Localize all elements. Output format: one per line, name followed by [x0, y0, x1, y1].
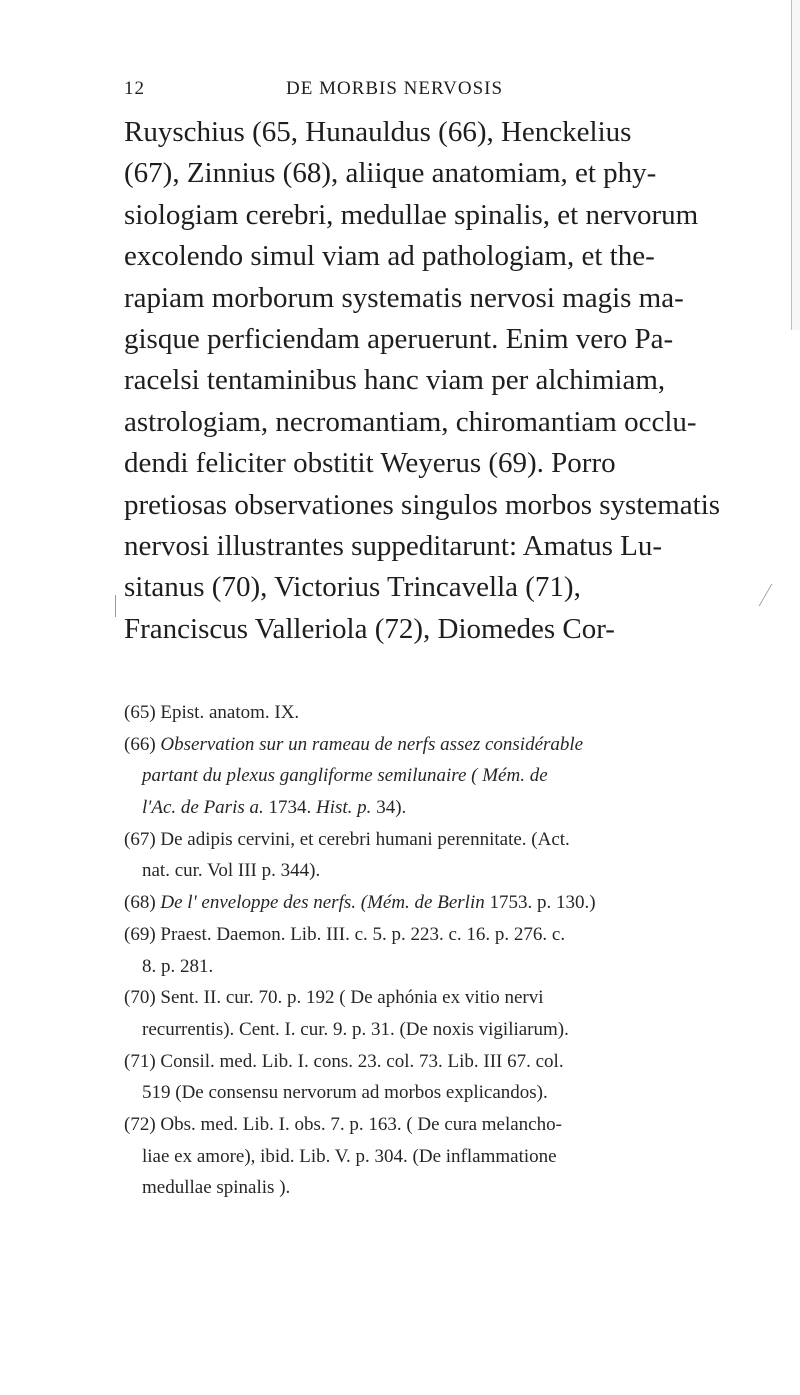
footnote-continuation: partant du plexus gangliforme semilunaire ( Mém. de: [142, 765, 548, 787]
footnote-continuation: 8. p. 281.: [142, 955, 214, 977]
page-edge-mark: [791, 0, 800, 330]
margin-tick-mark: [115, 595, 116, 617]
footnote-continuation: liae ex amore), ibid. Lib. V. p. 304. (De inflammatione: [142, 1145, 557, 1167]
text-line: excolendo simul viam ad pathologiam, et the-: [124, 240, 655, 273]
footnote-continuation: medullae spinalis ).: [142, 1177, 291, 1199]
footnote-65: (65) Epist. anatom. IX.: [124, 702, 300, 723]
text-line: racelsi tentaminibus hanc viam per alchimiam,: [124, 364, 666, 397]
text-line: siologiam cerebri, medullae spinalis, et nervorum: [124, 198, 699, 231]
text-line: (67), Zinnius (68), aliique anatomiam, et phy-: [124, 157, 657, 190]
text-line: dendi feliciter obstitit Weyerus (69). Porro: [124, 447, 616, 480]
text-line: nervosi illustrantes suppeditarunt: Amatus Lu-: [124, 529, 663, 562]
text-line: gisque perficiendam aperuerunt. Enim vero Pa-: [124, 322, 674, 355]
footnote-68: [124, 887, 764, 919]
footnote-72: (72) Obs. med. Lib. I. obs. 7. p. 163. ( De cura melancho-: [124, 1113, 562, 1135]
footnote-number: (68): [124, 892, 156, 914]
footnote-title: De l' enveloppe des nerfs. (Mém. de Berlin: [160, 892, 485, 914]
text-line: sitanus (70), Victorius Trincavella (71),: [124, 571, 581, 604]
text-line: Ruyschius (65, Hunauldus (66), Henckelius: [124, 116, 632, 148]
footnote-71: (71) Consil. med. Lib. I. cons. 23. col. 73. Lib. III 67. col.: [124, 1050, 564, 1072]
footnote-text: 1753. p. 130.): [489, 892, 596, 914]
footnote-text: l'Ac. de Paris a.: [142, 797, 264, 819]
footnote-text: 34).: [376, 797, 407, 819]
footnote-continuation: 519 (De consensu nervorum ad morbos explicandos).: [142, 1082, 548, 1104]
text-line: pretiosas observationes singulos morbos systematis: [124, 488, 721, 521]
footnote-title: Observation sur un rameau de nerfs assez considérable: [160, 733, 584, 755]
footnote-number: (66): [124, 733, 156, 755]
page-number: 12: [124, 78, 145, 99]
running-header: [124, 78, 584, 108]
main-text: [124, 112, 764, 650]
text-line: rapiam morborum systematis nervosi magis ma-: [124, 281, 684, 314]
footnotes: [124, 697, 764, 1204]
footnote-continuation: nat. cur. Vol III p. 344).: [142, 860, 321, 882]
text-line: Franciscus Valleriola (72), Diomedes Cor-: [124, 612, 615, 645]
footnote-70: (70) Sent. II. cur. 70. p. 192 ( De aphónia ex vitio nervi: [124, 987, 544, 1009]
footnote-66: [124, 729, 764, 761]
footnote-continuation: recurrentis). Cent. I. cur. 9. p. 31. (De noxis vigiliarum).: [142, 1018, 569, 1040]
footnote-69: (69) Praest. Daemon. Lib. III. c. 5. p. 223. c. 16. p. 276. c.: [124, 923, 566, 945]
footnote-text: Hist. p.: [316, 797, 372, 819]
text-line: astrologiam, necromantiam, chiromantiam occlu-: [124, 405, 697, 438]
footnote-continuation: [124, 792, 764, 824]
footnote-text: 1734.: [268, 797, 312, 819]
running-title: DE MORBIS NERVOSIS: [286, 78, 504, 99]
footnote-67: (67) De adipis cervini, et cerebri humani perennitate. (Act.: [124, 828, 570, 850]
